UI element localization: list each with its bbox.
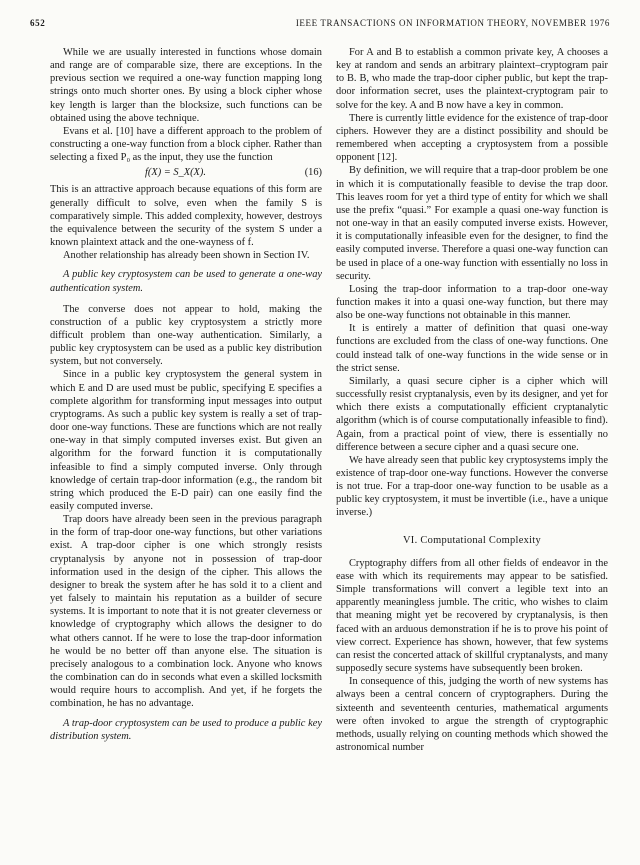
theorem-statement: A public key cryptosystem can be used to generate a one-way authentication system. (50, 269, 322, 294)
paragraph: Another relationship has already been shown in Section IV. (63, 250, 310, 262)
paragraph: While we are usually interested in functions whose domain and range are of comparable size, there are exceptions. In the previous section we required a one-way function mapping long strings onto much shorter ones. By using a block cipher whose key length is larger than the blocksize, such functions can be obtained using the above technique. (50, 47, 322, 124)
paragraph: Since in a public key cryptosystem the general system in which E and D are used must be public, specifying E specifies a complete algorithm for transforming input messages into output cryptograms. As such a public key system is really a set of trap-door one-way functions. These are functions which are not really one-way in that simply computed inverses exist. But given an algorithm for the forward function it is computationally infeasible to find a simply computed inverse. Only through knowledge of certain trap-door information (e.g., the random bit string which produced the E-D pair) can one easily find the easily computed inverse. (50, 369, 322, 512)
paragraph: By definition, we will require that a trap-door problem be one in which it is computationally feasible to devise the trap door. This leaves room for yet a third type of entity for which we shall use the prefix “quasi.” For example a quasi one-way function is not one-way in that an easily computed inverse exists. However, it is computationally infeasible even for the designer, to find the easily computed inverse. Therefore a quasi one-way function can be used in place of a one-way function with essentially no loss in security. (336, 165, 608, 282)
paragraph: Losing the trap-door information to a trap-door one-way function makes it into a quasi one-way function, but there may also be one-way functions not obtainable in this manner. (336, 283, 608, 322)
right-column (336, 46, 608, 754)
paragraph: In consequence of this, judging the worth of new systems has always been a central concern of cryptographers. During the sixteenth and seventeenth centuries, mathematical arguments were often invoked to argue the strength of cryptographic methods, usually relying on counting methods which showed the astronomical number (336, 676, 608, 753)
paragraph: Evans et al. [10] have a different approach to the problem of constructing a one-way function from a block cipher. Rather than selecting a fixed P₀ as the input, they use the function (50, 125, 322, 164)
paragraph: This is an attractive approach because equations of this form are generally difficult to solve, even when the family S is comparatively simple. This added complexity, however, destroys the equivalence between the security of the system S under a known plaintext attack and the one-wayness of f. (50, 184, 322, 249)
journal-title: IEEE TRANSACTIONS ON INFORMATION THEORY, NOVEMBER 1976 (295, 18, 610, 28)
paragraph: The converse does not appear to hold, making the construction of a public key cryptosystem a strictly more difficult problem than one-way authentication. Similarly, a public key cryptosystem can be used as a public key distribution system, but not conversely. (50, 303, 322, 368)
left-column (50, 46, 322, 751)
page-number: 652 (30, 18, 46, 28)
section-heading: VI. Computational Complexity (403, 534, 541, 546)
paragraph: We have already seen that public key cryptosystems imply the existence of trap-door one-way functions. However the converse is not true. For a trap-door one-way function to be usable as a public key cryptosystem, it must be invertible (i.e., have a unique inverse.) (336, 454, 608, 519)
paragraph: There is currently little evidence for the existence of trap-door ciphers. However they are a distinct possibility and should be remembered when accepting a cryptosystem from a possible opponent [12]. (336, 112, 608, 164)
paragraph: It is entirely a matter of definition that quasi one-way functions are excluded from the class of one-way functions. One could instead talk of one-way functions in the wide sense or in the strict sense. (336, 323, 608, 374)
paragraph: Similarly, a quasi secure cipher is a cipher which will successfully resist cryptanalysis, even by its designer, and yet for which there exists a computationally efficient cryptanalytic algorithm (which is of course computationally infeasible to find). Again, from a practical point of view, there is essentially no difference between a secure cipher and a quasi secure one. (336, 375, 608, 453)
running-header (30, 18, 610, 32)
equation-16 (50, 166, 322, 181)
paragraph: For A and B to establish a common private key, A chooses a key at random and sends an arbitrary plaintext–cryptogram pair to B. B, who made the trap-door cipher public, but kept the trap-door information secret, uses the plaintext-cryptogram pair to solve for the key. A and B now have a key in common. (336, 47, 608, 111)
paragraph: Cryptography differs from all other fields of endeavor in the ease with which its requirements may appear to be satisfied. Simple transformations will convert a legible text into an apparently meaningless jumble. The critic, who wishes to claim that meaning might yet be recovered by cryptanalysis, is then faced with an arduous demonstration if he is to prove his point of view correct. Experience has shown, however, that few systems can resist the concerted attack of skillful cryptanalysts, and many supposedly secure systems have subsequently been broken. (336, 557, 608, 675)
equation: f(X) = S_X(X). (145, 167, 206, 179)
theorem-statement: A trap-door cryptosystem can be used to produce a public key distribution system. (50, 717, 322, 742)
equation-number: (16) (304, 167, 322, 179)
paragraph: Trap doors have already been seen in the previous paragraph in the form of trap-door one-way functions, but other variations exist. A trap-door cipher is one which strongly resists cryptanalysis by anyone not in possession of trap-door information used in the design of the cipher. This allows the designer to break the system after he has sold it to a client and yet falsely to maintain his reputation as a builder of secure systems. It is important to note that it is not greater cleverness or knowledge of cryptography which allows the designer to do what others cannot. If he were to lose the trap-door information he would be no better off than anyone else. The situation is precisely analogous to a combination lock. Anyone who knows the combination can do in seconds what even a skilled locksmith would require hours to accomplish. And yet, if he forgets the combination, he has no advantage. (50, 514, 322, 710)
